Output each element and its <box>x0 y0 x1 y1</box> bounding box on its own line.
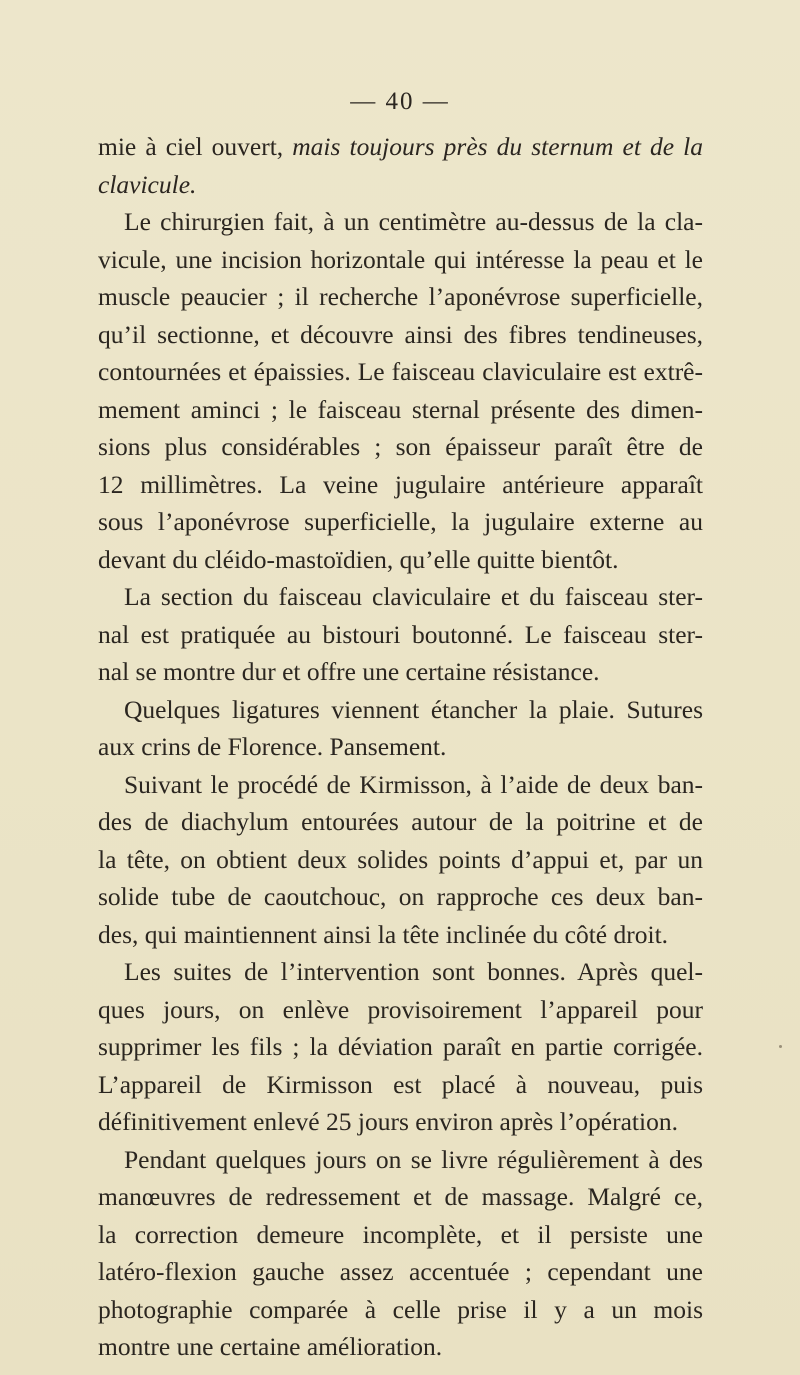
text-span: nal se montre dur et offre une certaine résistance. <box>98 657 600 686</box>
text-line <box>98 728 703 766</box>
text-line <box>98 653 703 691</box>
text-span: supprimer les fils ; la déviation paraît en partie corrigée. <box>98 1032 703 1061</box>
text-line <box>98 1216 703 1254</box>
text-span: définitivement enlevé 25 jours environ après l’opération. <box>98 1107 678 1136</box>
text-span: mie à ciel ouvert, <box>98 132 293 161</box>
text-line <box>98 166 703 204</box>
text-span: nal est pratiquée au bistouri boutonné. Le faisceau ster- <box>98 619 703 649</box>
text-line <box>98 353 703 391</box>
text-span: muscle peaucier ; il recherche l’aponévrose superficielle, <box>98 282 703 311</box>
text-span: sous l’aponévrose superficielle, la jugulaire externe au <box>98 507 703 536</box>
text-span: Suivant le procédé de Kirmisson, à l’aide de deux ban- <box>124 769 703 799</box>
text-line <box>98 916 703 954</box>
text-line <box>98 503 703 541</box>
text-span: Le chirurgien fait, à un centimètre au-dessus de la cla- <box>124 207 703 236</box>
text-span: devant du cléido-mastoïdien, qu’elle quitte bientôt. <box>98 544 619 574</box>
italic-text: mais toujours près du sternum et de la <box>292 132 703 161</box>
text-line <box>98 1178 703 1216</box>
text-line <box>98 391 703 429</box>
text-line <box>98 953 703 991</box>
text-span: qu’il sectionne, et découvre ainsi des fibres tendineuses, <box>98 319 703 349</box>
text-span: manœuvres de redressement et de massage. Malgré ce, <box>98 1182 703 1211</box>
text-line <box>98 428 703 466</box>
text-span: des, qui maintiennent ainsi la tête inclinée du côté droit. <box>98 919 669 949</box>
text-span: solide tube de caoutchouc, on rapproche ces deux ban- <box>98 882 703 911</box>
text-line <box>98 766 703 804</box>
text-line <box>98 578 703 616</box>
text-line <box>98 466 703 504</box>
text-line <box>98 991 703 1029</box>
text-span: ques jours, on enlève provisoirement l’appareil pour <box>98 994 703 1024</box>
text-line <box>98 241 703 279</box>
text-span: vicule, une incision horizontale qui intéresse la peau et le <box>98 244 703 274</box>
text-line <box>98 316 703 354</box>
text-line <box>98 1253 703 1291</box>
text-line <box>98 691 703 729</box>
paper-speck <box>779 1045 782 1048</box>
text-span: photographie comparée à celle prise il y a un mois <box>98 1294 703 1324</box>
text-span: aux crins de Florence. Pansement. <box>98 732 447 761</box>
page-number: — 40 — <box>350 88 450 115</box>
body-text <box>98 128 703 1366</box>
text-span: La section du faisceau claviculaire et du faisceau ster- <box>124 582 703 611</box>
text-span: la correction demeure incomplète, et il persiste une <box>98 1219 703 1249</box>
text-line <box>98 803 703 841</box>
text-line <box>98 1141 703 1179</box>
text-line <box>98 278 703 316</box>
text-line <box>98 1328 703 1366</box>
text-span: latéro-flexion gauche assez accentuée ; cependant une <box>98 1257 703 1286</box>
text-line <box>98 878 703 916</box>
text-span: des de diachylum entourées autour de la poitrine et de <box>98 807 703 836</box>
text-span: Quelques ligatures viennent étancher la plaie. Sutures <box>124 694 703 724</box>
text-line <box>98 841 703 879</box>
text-span: contournées et épaissies. Le faisceau claviculaire est extrê- <box>98 357 703 386</box>
text-line <box>98 128 703 166</box>
text-span: L’appareil de Kirmisson est placé à nouveau, puis <box>98 1069 703 1099</box>
text-line <box>98 616 703 654</box>
italic-text: clavicule. <box>98 169 197 199</box>
text-span: Les suites de l’intervention sont bonnes. Après quel- <box>124 957 703 986</box>
text-line <box>98 1103 703 1141</box>
text-line <box>98 203 703 241</box>
text-span: mement aminci ; le faisceau sternal présente des dimen- <box>98 394 703 424</box>
text-line <box>98 541 703 579</box>
text-span: montre une certaine amélioration. <box>98 1332 443 1361</box>
text-line <box>98 1066 703 1104</box>
text-span: Pendant quelques jours on se livre régulièrement à des <box>124 1144 703 1174</box>
text-span: la tête, on obtient deux solides points d’appui et, par un <box>98 844 703 874</box>
text-span: 12 millimètres. La veine jugulaire antérieure apparaît <box>98 469 703 499</box>
text-line <box>98 1291 703 1329</box>
text-span: sions plus considérables ; son épaisseur paraît être de <box>98 432 703 461</box>
text-line <box>98 1028 703 1066</box>
